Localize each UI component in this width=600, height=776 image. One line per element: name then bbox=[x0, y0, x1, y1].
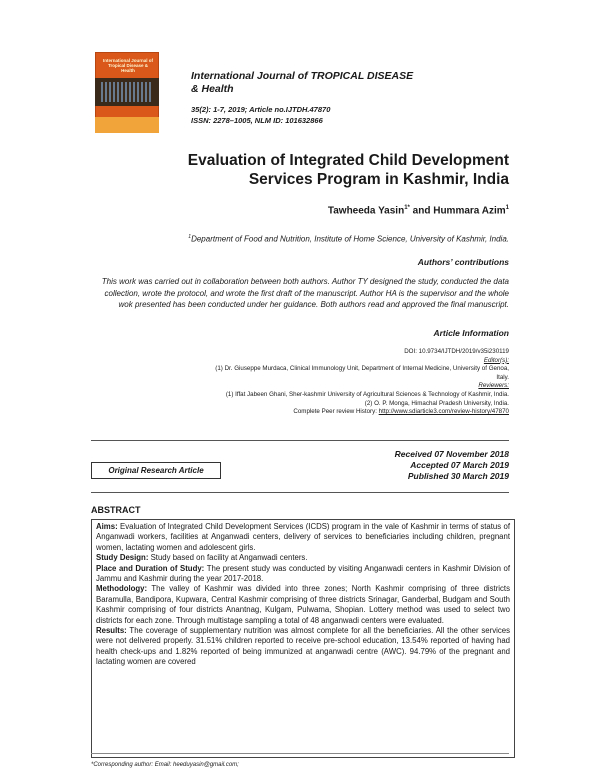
paper-title: Evaluation of Integrated Child Development Services Program in Kashmir, India bbox=[187, 152, 509, 188]
citation: 35(2): 1-7, 2019; Article no.IJTDH.47870 bbox=[191, 105, 331, 114]
affiliation: $^1$Department of Food and Nutrition, Institute of Home Science, University of Kashmir, India. bbox=[188, 234, 509, 244]
journal-cover-image bbox=[95, 52, 159, 133]
article-type-badge: Original Research Article bbox=[91, 462, 221, 479]
divider bbox=[91, 440, 509, 441]
journal-meta bbox=[191, 104, 330, 126]
author-2: Hummara Azim bbox=[433, 205, 506, 217]
footnote-rule bbox=[91, 753, 509, 754]
abstract-heading: ABSTRACT bbox=[91, 505, 141, 515]
article-info-block: DOI: 10.9734/IJTDH/2019/v35i230119 Editor(s): (1) Dr. Giuseppe Murdaca, Clinical Immunology Unit, Department of Internal Medicine, University of Genoa, Italy. Reviewers: (1) Iffat Jabeen Ghani, Sher-kashmir University of Agricultural Sciences & Technology of Kashmir, India. (2) O. P. Monga, Himachal Pradesh University, India. Complete Peer review History: http://www.sdiarticle3.com/review-history/47870 bbox=[89, 348, 509, 417]
corresponding-author-footnote: *Corresponding author: Email: heeduyasin@gmail.com; bbox=[91, 762, 239, 768]
contributions-text: This work was carried out in collaboration between both authors. Author TY designed the study, conducted the data collection, wrote the protocol, and wrote the first draft of the manuscript. Author HA is the supervisor and the whole wok presented has been conducted under her guidance. Both authors read and approved the final manuscript. bbox=[101, 277, 509, 309]
article-info-heading: Article Information bbox=[433, 328, 509, 338]
journal-name: International Journal of TROPICAL DISEASE & Health bbox=[191, 70, 414, 95]
doi: DOI: 10.9734/IJTDH/2019/v35i230119 bbox=[404, 348, 509, 355]
abstract-box: Aims: Evaluation of Integrated Child Development Services (ICDS) program in the vale of Kashmir in terms of status of Anganwadi workers, facilities at Anganwadi centers, delivery of services to beneficiaries including children, pregnant women, lactating women and adolescent girls. Study Design: Study based on facility at Anganwadi centers. Place and Duration of Study: The present study was conducted by visiting Anganwadi centers in Kashmir Division of Jammu and Kashmir during the year 2017-2018. Methodology: The valley of Kashmir was divided into three zones; North Kashmir comprising of three districts Baramulla, Bandipora, Kupwara, Central Kashmir comprising of three districts Srinagar, Ganderbal, Budgam and South Kashmir comprising of four districts Anantnag, Kulgam, Pulwama, Shopian. Lottery method was used to select two districts for each zone. Through multistage sampling a total of 48 anganwadi centers were evaluated. Results: The coverage of supplementary nutrition was almost complete for all the beneficiaries. All the other services were not delivered properly. 31.51% children reported to receive pre-school education, 13.54% reported of having had health check-ups and 1.82% reported of being immunized at anganwadi centre (AWC). 94.79% of the pregnant and lactating women are covered bbox=[91, 519, 515, 758]
publication-dates: Received 07 November 2018 Accepted 07 March 2019 Published 30 March 2019 bbox=[394, 449, 509, 481]
review-history-link[interactable]: http://www.sdiarticle3.com/review-history/47870 bbox=[378, 408, 509, 416]
divider bbox=[91, 492, 509, 493]
author-1: Tawheeda Yasin bbox=[327, 205, 405, 217]
author-list: Tawheeda Yasin$^{1*}$ and Hummara Azim$^1$ bbox=[327, 205, 509, 217]
issn: ISSN: 2278–1005, NLM ID: 101632866 bbox=[191, 116, 323, 125]
contributions-heading: Authors’ contributions bbox=[417, 257, 509, 267]
cover-title: International Journal of Tropical Disease & Health bbox=[102, 58, 153, 73]
